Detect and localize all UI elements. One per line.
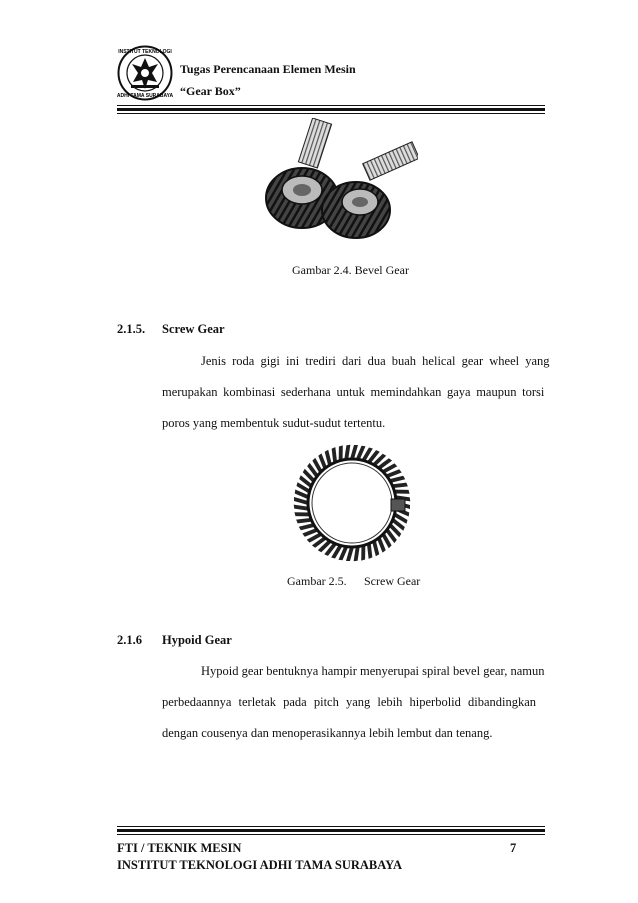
paragraph-line: dengan cousenya dan menoperasikannya lebih lembut dan tenang. [162, 726, 493, 740]
svg-text:ADHI TAMA SURABAYA: ADHI TAMA SURABAYA [117, 93, 173, 99]
section-title-screw: Screw Gear [162, 322, 225, 336]
figure-caption-bevel: Gambar 2.4. Bevel Gear [292, 263, 409, 277]
header-rule-thin-2 [117, 113, 545, 114]
paragraph-line: poros yang membentuk sudut-sudut tertentu. [162, 416, 386, 430]
footer-rule-thin-2 [117, 834, 545, 835]
header-subtitle: “Gear Box” [180, 84, 241, 98]
header-title: Tugas Perencanaan Elemen Mesin [180, 62, 356, 76]
header-rule-thin [117, 105, 545, 106]
section-number-hypoid: 2.1.6 [117, 633, 142, 647]
bevel-gear-image [260, 118, 418, 250]
paragraph-line: Hypoid gear bentuknya hampir menyerupai spiral bevel gear, namun [201, 664, 545, 678]
paragraph-line: Jenis roda gigi ini trediri dari dua buah helical gear wheel yang [201, 354, 550, 368]
paragraph-line: perbedaannya terletak pada pitch yang lebih hiperbolid dibandingkan [162, 695, 537, 709]
figure-caption-screw-number: Gambar 2.5. [287, 574, 347, 588]
figure-caption-screw-title: Screw Gear [364, 574, 421, 588]
institute-logo [117, 45, 173, 101]
footer-institution: INSTITUT TEKNOLOGI ADHI TAMA SURABAYA [117, 858, 403, 872]
footer-rule-thin [117, 826, 545, 827]
footer-rule-thick [117, 829, 545, 832]
screw-gear-image [287, 443, 417, 565]
section-number-screw: 2.1.5. [117, 322, 146, 336]
footer-department: FTI / TEKNIK MESIN [117, 841, 242, 855]
section-title-hypoid: Hypoid Gear [162, 633, 232, 647]
header-rule-thick [117, 108, 545, 111]
page-number: 7 [510, 841, 517, 855]
svg-text:INSTITUT TEKNOLOGI: INSTITUT TEKNOLOGI [118, 49, 172, 55]
paragraph-line: merupakan kombinasi sederhana untuk memindahkan gaya maupun torsi [162, 385, 545, 399]
